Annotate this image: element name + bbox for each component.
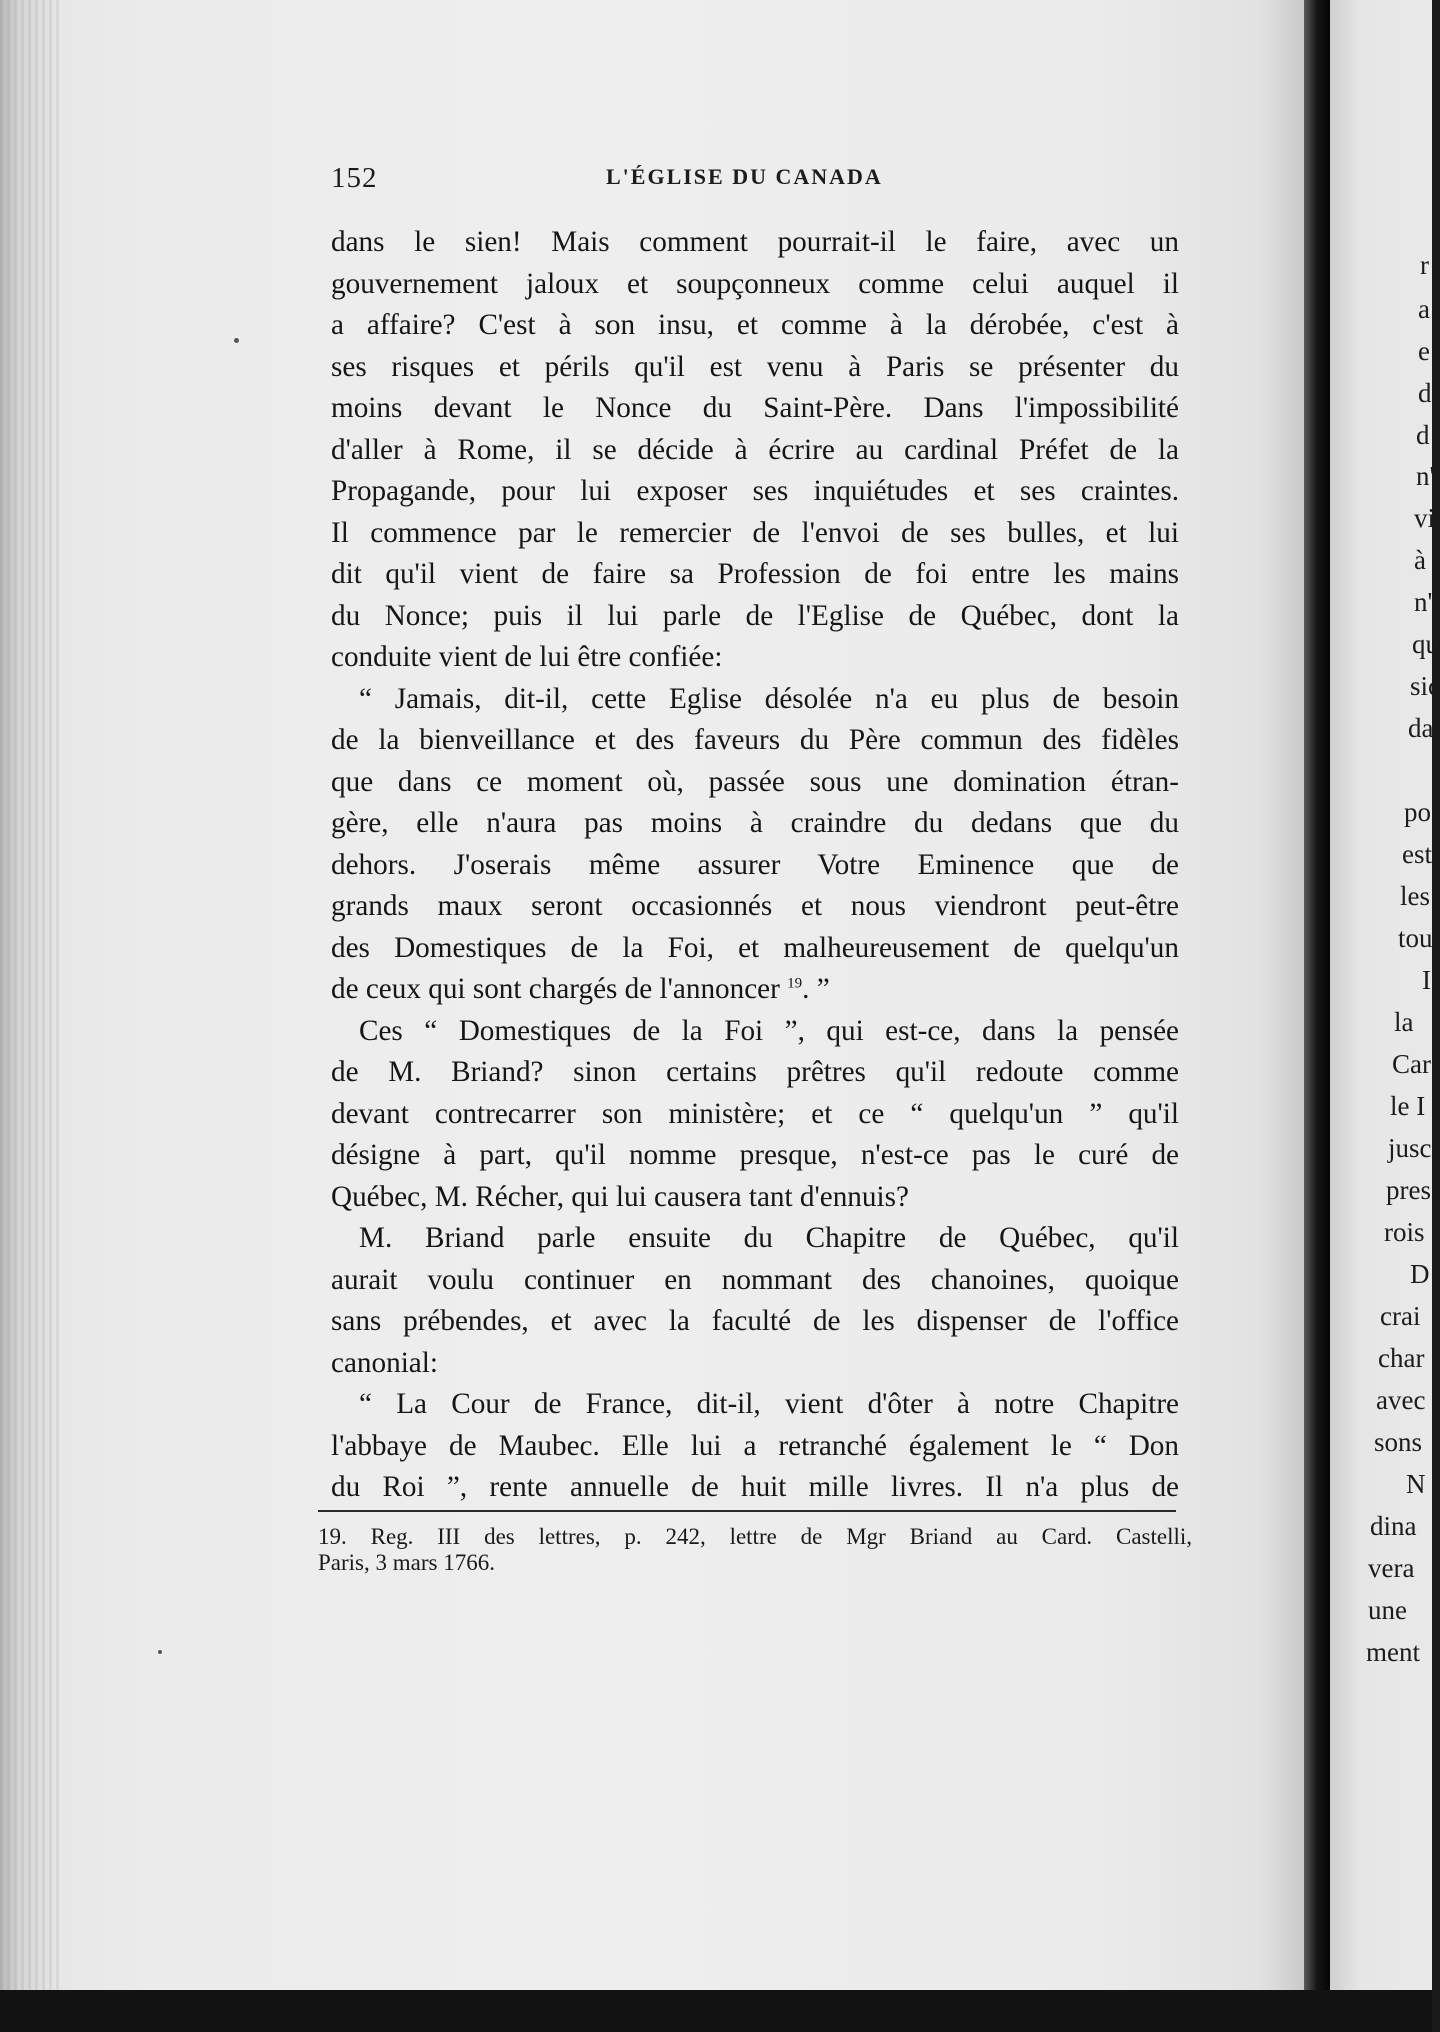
- text-line: de la bienveillance et des faveurs du Père commun des fidèles: [331, 724, 1179, 756]
- footnote-rule: [318, 1510, 1176, 1512]
- text-line: d'aller à Rome, il se décide à écrire au cardinal Préfet de la: [331, 433, 1179, 466]
- text-line: aurait voulu continuer en nommant des chanoines, quoique: [331, 1263, 1179, 1296]
- facing-page-fragment: vera: [1368, 1553, 1415, 1583]
- facing-page-fragment: rois: [1384, 1217, 1425, 1247]
- facing-page-fragment: pres: [1386, 1175, 1431, 1205]
- facing-page-fragment: à: [1414, 545, 1426, 575]
- page-number: 152: [331, 162, 378, 194]
- facing-page-fragment: dina: [1370, 1511, 1417, 1541]
- facing-page-fragment: r: [1420, 250, 1429, 280]
- footnote-line: Paris, 3 mars 1766.: [318, 1550, 495, 1575]
- facing-page-fragment: e: [1418, 336, 1430, 366]
- speck: [234, 338, 239, 343]
- text-line: moins devant le Nonce du Saint-Père. Dans l'impossibilité: [331, 392, 1179, 424]
- page-edge-stack: [0, 0, 62, 1990]
- text-line: grands maux seront occasionnés et nous viendront peut-être: [331, 890, 1179, 922]
- text-line: “ Jamais, dit-il, cette Eglise désolée n'a eu plus de besoin: [359, 682, 1179, 715]
- text-line: de M. Briand? sinon certains prêtres qu'il redoute comme: [331, 1056, 1179, 1088]
- text-line: l'abbaye de Maubec. Elle lui a retranché également le “ Don: [331, 1429, 1179, 1462]
- text-line: Il commence par le remercier de l'envoi de ses bulles, et lui: [331, 516, 1179, 549]
- text-line: conduite vient de lui être confiée:: [331, 641, 723, 673]
- running-head: [331, 162, 1195, 202]
- text-line: du Roi ”, rente annuelle de huit mille livres. Il n'a plus de: [331, 1471, 1179, 1503]
- facing-page-fragment: la: [1394, 1007, 1414, 1037]
- text-line: dehors. J'oserais même assurer Votre Eminence que de: [331, 848, 1179, 881]
- text-fragment: de ceux qui sont chargés de l'annoncer: [331, 973, 780, 1005]
- facing-page-fragment: I: [1422, 965, 1431, 995]
- facing-page-fragment: d: [1418, 378, 1432, 408]
- text-line: gère, elle n'aura pas moins à craindre du dedans que du: [331, 807, 1179, 839]
- running-title: L'ÉGLISE DU CANADA: [606, 164, 883, 189]
- text-line: Ces “ Domestiques de la Foi ”, qui est-ce, dans la pensée: [359, 1014, 1179, 1047]
- text-line: sans prébendes, et avec la faculté de les dispenser de l'office: [331, 1305, 1179, 1337]
- facing-page-fragment: tou: [1398, 923, 1433, 953]
- facing-page-fragment: char: [1378, 1343, 1425, 1373]
- facing-page-fragment: est: [1402, 839, 1432, 869]
- quote-close: . ”: [802, 973, 830, 1005]
- text-line: devant contrecarrer son ministère; et ce “ quelqu'un ” qu'il: [331, 1097, 1179, 1130]
- text-line: Propagande, pour lui exposer ses inquiétudes et ses craintes.: [331, 475, 1179, 507]
- body-text: [331, 222, 1179, 1509]
- facing-page-fragment: da: [1408, 713, 1434, 743]
- facing-page-fragment: avec: [1376, 1385, 1426, 1415]
- text-line: canonial:: [331, 1346, 438, 1379]
- facing-page-fragment: n': [1416, 461, 1435, 491]
- speck: [158, 1650, 162, 1654]
- text-line: M. Briand parle ensuite du Chapitre de Québec, qu'il: [359, 1222, 1179, 1254]
- text-line: désigne à part, qu'il nomme presque, n'est-ce pas le curé de: [331, 1139, 1179, 1171]
- scan-background: [0, 1990, 1432, 2032]
- text-line: dans le sien! Mais comment pourrait-il le faire, avec un: [331, 226, 1179, 258]
- facing-page-fragment: D: [1410, 1259, 1430, 1289]
- facing-page-fragment: sic: [1410, 671, 1440, 701]
- facing-page-fragment: crai: [1380, 1301, 1421, 1331]
- text-line: des Domestiques de la Foi, et malheureusement de quelqu'un: [331, 931, 1179, 964]
- facing-page-fragment: N: [1406, 1469, 1426, 1499]
- book-gutter: [1304, 0, 1330, 2032]
- facing-page-fragment: Car: [1392, 1049, 1431, 1079]
- facing-page-fragment: jusc: [1388, 1133, 1432, 1163]
- facing-page-fragment: vi: [1414, 503, 1436, 533]
- text-line: Québec, M. Récher, qui lui causera tant d'ennuis?: [331, 1180, 909, 1213]
- facing-page-fragment: a: [1418, 294, 1430, 324]
- facing-page-fragment: po: [1404, 797, 1431, 827]
- text-line: dit qu'il vient de faire sa Profession de foi entre les mains: [331, 558, 1179, 590]
- footnote-reference: 19: [787, 975, 803, 992]
- text-line: “ La Cour de France, dit-il, vient d'ôter à notre Chapitre: [359, 1388, 1179, 1420]
- facing-page-fragment: sons: [1374, 1427, 1423, 1457]
- facing-page: [1330, 0, 1440, 1990]
- text-line: ses risques et périls qu'il est venu à Paris se présenter du: [331, 350, 1179, 383]
- facing-page-fragment: n': [1414, 587, 1433, 617]
- text-line: gouvernement jaloux et soupçonneux comme celui auquel il: [331, 267, 1179, 300]
- text-line: que dans ce moment où, passée sous une domination étran-: [331, 765, 1179, 798]
- facing-page-fragment: ment: [1366, 1637, 1420, 1667]
- text-line: du Nonce; puis il lui parle de l'Eglise de Québec, dont la: [331, 599, 1179, 632]
- facing-page-fragment: d: [1416, 420, 1430, 450]
- text-line-with-note: [331, 969, 1179, 1011]
- text-line: a affaire? C'est à son insu, et comme à la dérobée, c'est à: [331, 309, 1179, 341]
- footnote: [318, 1524, 1192, 1576]
- facing-page-fragment: qu: [1412, 629, 1439, 659]
- facing-page-fragment: une: [1368, 1595, 1407, 1625]
- facing-page-fragment: les: [1400, 881, 1430, 911]
- footnote-line: 19. Reg. III des lettres, p. 242, lettre de Mgr Briand au Card. Castelli,: [318, 1524, 1192, 1549]
- facing-page-fragment: le I: [1390, 1091, 1426, 1121]
